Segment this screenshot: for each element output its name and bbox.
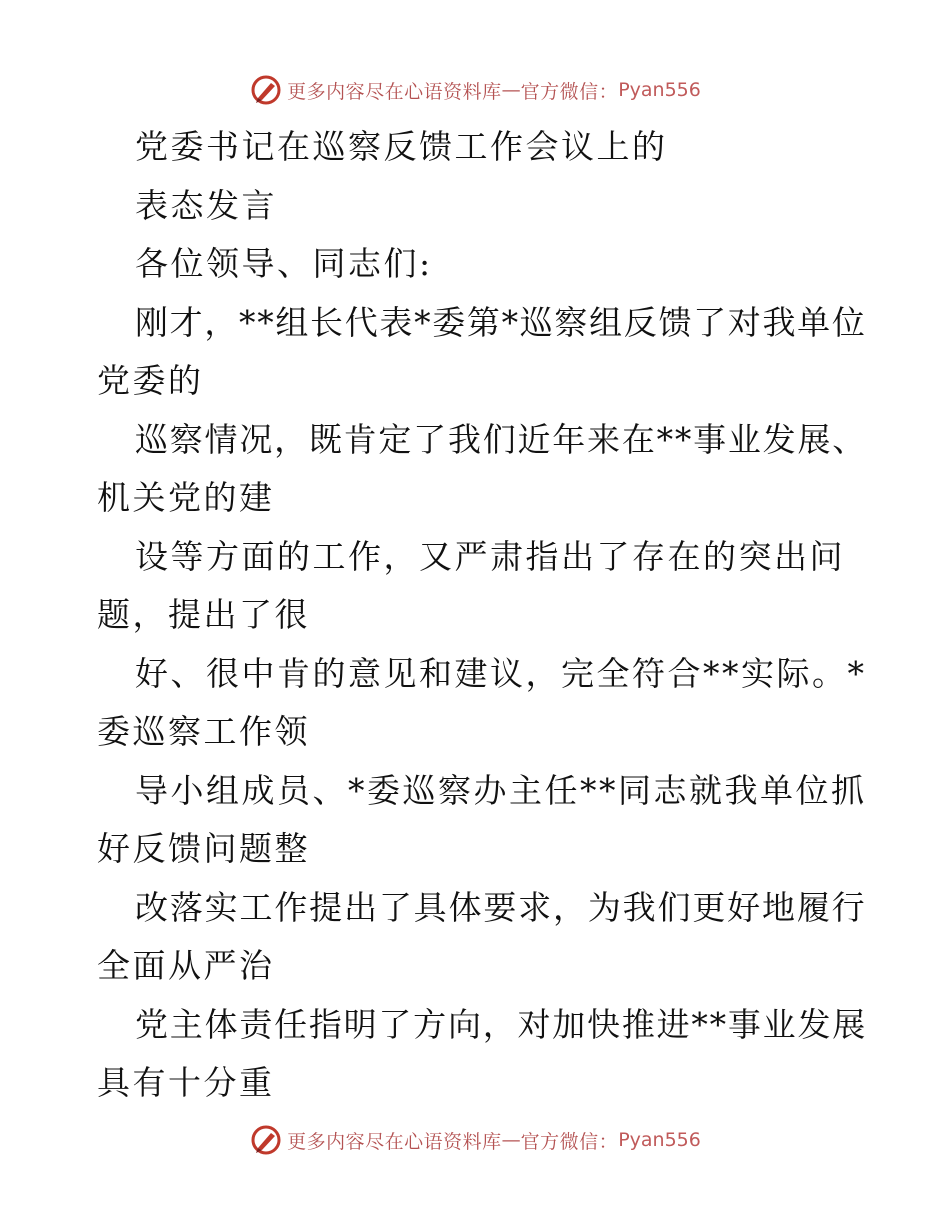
paragraph-line: 题，提出了很: [97, 595, 310, 634]
paragraph-line: 巡察情况，既肯定了我们近年来在**事业发展、: [135, 419, 867, 459]
paragraph-line: 委巡察工作领: [97, 712, 310, 751]
watermark-account: Pyan556: [618, 79, 701, 101]
document-title-line: 党委书记在巡察反馈工作会议上的: [135, 127, 668, 166]
header-watermark: [0, 70, 950, 110]
paragraph-line: 具有十分重: [97, 1063, 275, 1102]
paragraph-line: 全面从严治: [97, 946, 275, 985]
footer-watermark: [0, 1120, 950, 1160]
pen-logo-icon: [249, 73, 283, 107]
watermark-label: 官方微信：: [520, 1130, 619, 1153]
watermark-text: 更多内容尽在心语资料库: [287, 1130, 502, 1153]
paragraph-line: 好反馈问题整: [97, 829, 310, 868]
paragraph-line: 党委的: [97, 361, 204, 400]
watermark-account: Pyan556: [618, 1129, 701, 1151]
paragraph-line: 机关党的建: [97, 478, 275, 517]
watermark-label: 官方微信：: [520, 80, 619, 103]
paragraph-line: 设等方面的工作，又严肃指出了存在的突出问: [135, 536, 845, 576]
watermark-dash: —: [501, 1129, 521, 1151]
document-title-line: 表态发言: [135, 185, 277, 225]
paragraph-line: 好、很中肯的意见和建议，完全符合**实际。*: [135, 653, 867, 693]
watermark-dash: —: [501, 79, 521, 101]
salutation: 各位领导、同志们:: [135, 244, 433, 283]
watermark-text: 更多内容尽在心语资料库: [287, 80, 502, 103]
document-body: [97, 118, 867, 1113]
paragraph-line: 刚才，**组长代表*委第*巡察组反馈了对我单位: [135, 302, 867, 342]
pen-logo-icon: [249, 1123, 283, 1157]
paragraph-line: 党主体责任指明了方向，对加快推进**事业发展: [135, 1004, 867, 1044]
paragraph-line: 改落实工作提出了具体要求，为我们更好地履行: [135, 887, 867, 927]
paragraph-line: 导小组成员、*委巡察办主任**同志就我单位抓: [135, 770, 867, 810]
